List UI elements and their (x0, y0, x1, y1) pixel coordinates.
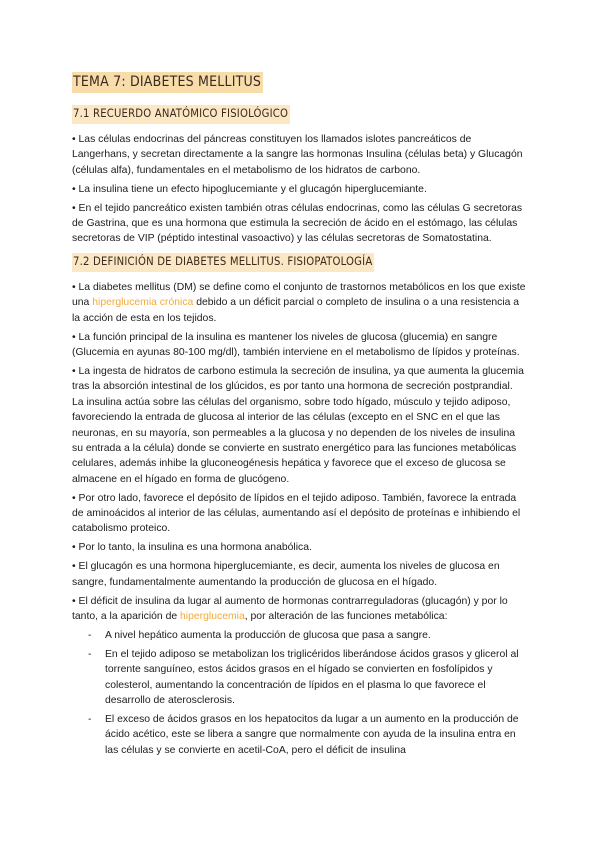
list-item-text: En el tejido adiposo se metabolizan los triglicéridos liberándose ácidos grasos y glicerol al torrente sanguíneo, estos ácidos grasos en el hígado se convierten en fosfolípidos y colesterol, aumentando la concentración de lípidos en el plasma lo que favorece el desarrollo de aterosclerosis. (105, 648, 519, 706)
paragraph: • En el tejido pancreático existen también otras células endocrinas, como las células G secretoras de Gastrina, que es una hormona que estimula la secreción de ácido en el estómago, las células secretoras de VIP (péptido intestinal vasoactivo) y las células secretoras de Somatostatina. (72, 202, 523, 245)
list-item (72, 647, 527, 709)
paragraph: • Las células endocrinas del páncreas constituyen los llamados islotes pancreáticos de Langerhans, y secretan directamente a la sangre las hormonas Insulina (células beta) y Glucagón (células alfa), fundamentales en el metabolismo de los hidratos de carbono. (72, 134, 523, 176)
dash-bullet: - (88, 713, 92, 725)
section-heading-7-1: 7.1 RECUERDO ANATÓMICO FISIOLÓGICO (72, 105, 290, 124)
dash-bullet: - (88, 648, 92, 660)
paragraph: • Por otro lado, favorece el depósito de lípidos en el tejido adiposo. También, favorece la entrada de aminoácidos al interior de las células, aumentando así el depósito de proteínas e inhibiendo el catabolismo proteico. (72, 492, 521, 535)
section-heading-7-2: 7.2 DEFINICIÓN DE DIABETES MELLITUS. FISIOPATOLOGÍA (72, 253, 374, 272)
document-title: TEMA 7: DIABETES MELLITUS (72, 72, 263, 93)
paragraph-text: • El déficit de insulina da lugar al aumento de hormonas contrarreguladoras (glucagón) y por lo tanto, a la aparición de (72, 595, 508, 622)
paragraph: • Por lo tanto, la insulina es una hormona anabólica. (72, 542, 312, 554)
paragraph: • La insulina tiene un efecto hipoglucemiante y el glucagón hiperglucemiante. (72, 183, 427, 195)
dash-bullet: - (88, 629, 92, 641)
paragraph-text: debido a un déficit parcial o completo de insulina o a una resistencia a la acción de esta en los tejidos. (72, 297, 520, 324)
paragraph-text: • La diabetes mellitus (DM) se define como el conjunto de trastornos metabólicos en los que existe una (72, 281, 526, 309)
list-item-text: A nivel hepático aumenta la producción de glucosa que pasa a sangre. (105, 629, 431, 641)
paragraph: • La función principal de la insulina es mantener los niveles de glucosa (glucemia) en sangre (Glucemia en ayunas 80-100 mg/dl), también interviene en el metabolismo de lípidos y proteínas. (72, 331, 520, 358)
list-item (72, 712, 527, 758)
paragraph-with-highlight (72, 280, 527, 326)
document-page (72, 60, 527, 762)
paragraph-text: , por alteración de las funciones metabólica: (244, 610, 448, 622)
list-item (72, 628, 527, 643)
paragraph-with-highlight (72, 594, 527, 625)
highlighted-term: hiperglucemia (180, 610, 245, 622)
list-item-text: El exceso de ácidos grasos en los hepatocitos da lugar a un aumento en la producción de ácido acético, este se libera a sangre que normalmente con ayuda de la insulina entra en las células y se convierte en acetil-CoA, pero el déficit de insulina (105, 713, 519, 756)
dash-list (72, 628, 527, 758)
paragraph: • La ingesta de hidratos de carbono estimula la secreción de insulina, ya que aumenta la glucemia tras la absorción intestinal de los glúcidos, es por tanto una hormona de secreción postprandial. La insulina actúa sobre las células del organismo, sobre todo hígado, músculo y tejido adiposo, favoreciendo la entrada de glucosa al interior de las células (excepto en el SNC en el que las neuronas, en su mayoría, son permeables a la glucosa y no dependen de los niveles de insulina su entrada a la célula) donde se convierte en sustrato energético para las funciones metabólicas celulares, además inhibe la gluconeogénesis hepática y favorece que el exceso de glucosa se almacene en el hígado en forma de glucógeno. (72, 365, 524, 485)
paragraph: • El glucagón es una hormona hiperglucemiante, es decir, aumenta los niveles de glucosa en sangre, fundamentalmente aumentando la producción de glucosa en el hígado. (72, 561, 500, 588)
highlighted-term: hiperglucemia crónica (92, 297, 194, 309)
